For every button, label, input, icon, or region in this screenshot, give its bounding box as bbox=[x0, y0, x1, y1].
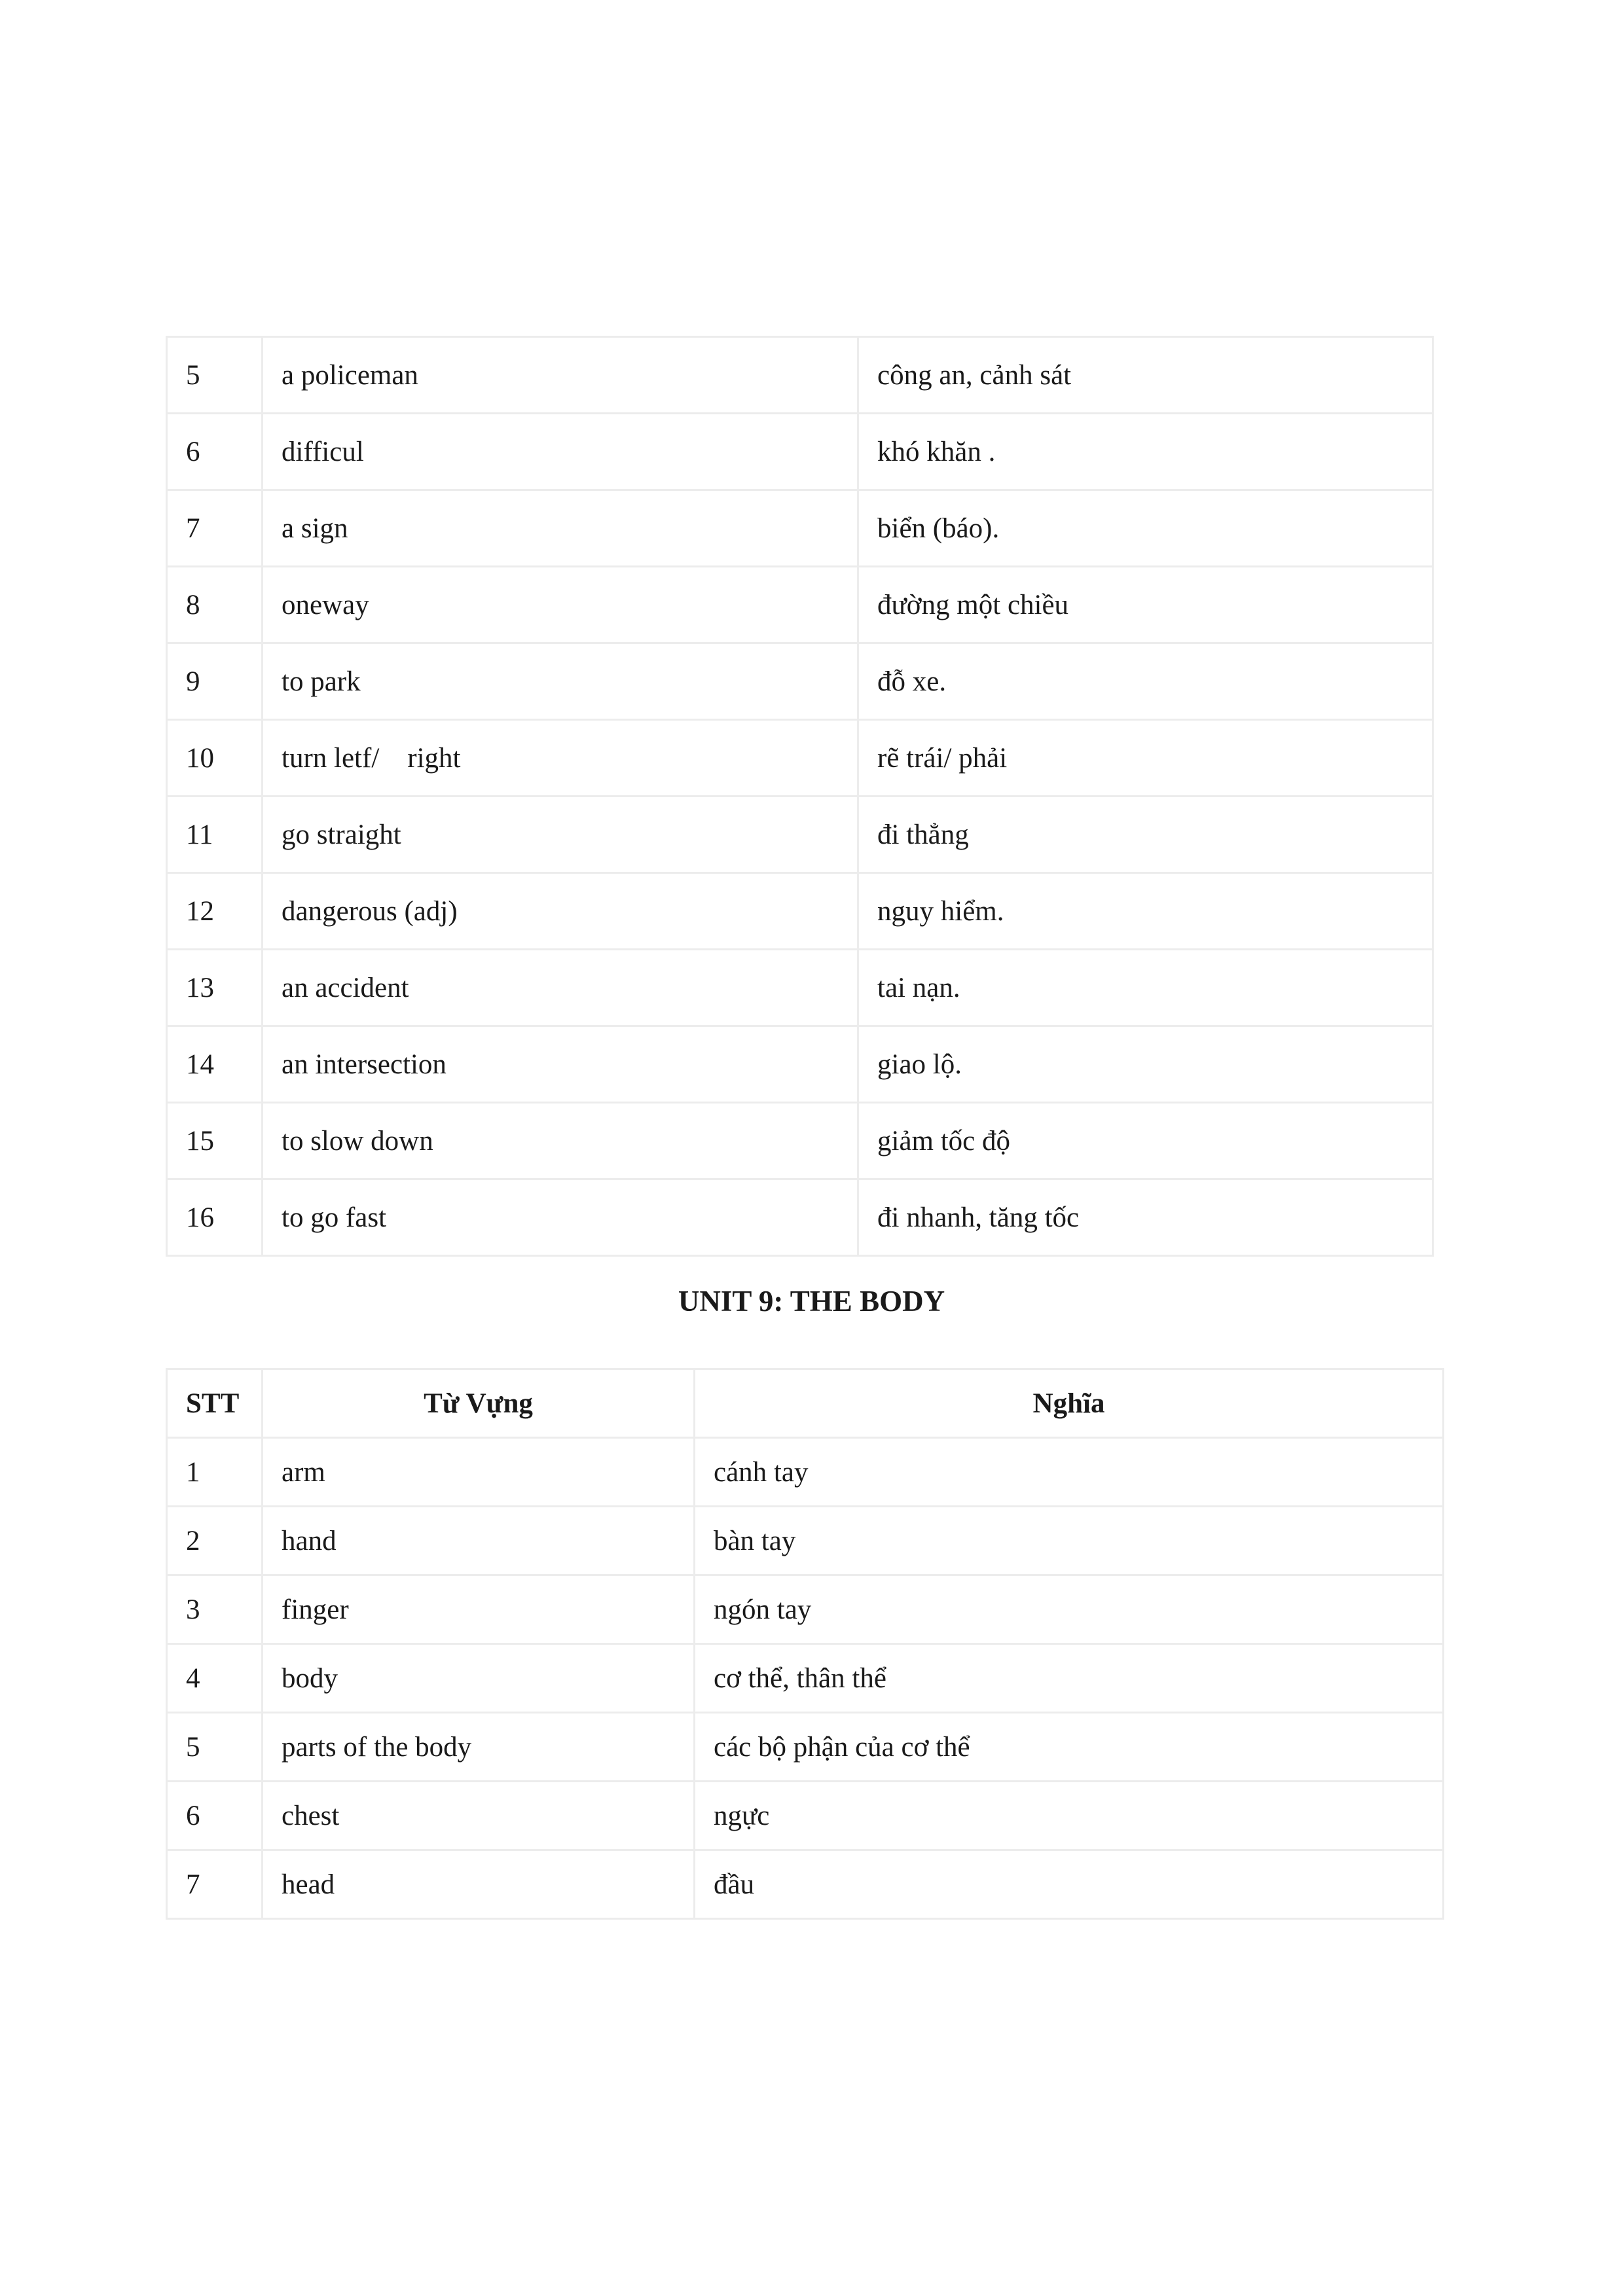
row-number: 6 bbox=[167, 1782, 263, 1850]
row-number: 14 bbox=[167, 1026, 263, 1103]
table-row bbox=[167, 1438, 1444, 1507]
row-number: 5 bbox=[167, 337, 263, 414]
table-row bbox=[167, 567, 1433, 643]
word-meaning: đi thẳng bbox=[858, 797, 1433, 873]
vocabulary-word: chest bbox=[263, 1782, 695, 1850]
vocabulary-word: an intersection bbox=[263, 1026, 858, 1103]
vocabulary-word: head bbox=[263, 1850, 695, 1919]
row-number: 8 bbox=[167, 567, 263, 643]
header-tu-vung: Từ Vựng bbox=[263, 1369, 695, 1438]
word-meaning: giao lộ. bbox=[858, 1026, 1433, 1103]
vocabulary-word: dangerous (adj) bbox=[263, 873, 858, 950]
table-row bbox=[167, 643, 1433, 720]
table-row bbox=[167, 1026, 1433, 1103]
vocabulary-table-unit-9 bbox=[166, 1368, 1444, 1920]
table-row bbox=[167, 1179, 1433, 1256]
table-row bbox=[167, 337, 1433, 414]
word-meaning: ngón tay bbox=[695, 1575, 1444, 1644]
row-number: 11 bbox=[167, 797, 263, 873]
row-number: 1 bbox=[167, 1438, 263, 1507]
header-stt: STT bbox=[167, 1369, 263, 1438]
word-meaning: giảm tốc độ bbox=[858, 1103, 1433, 1179]
vocabulary-word: body bbox=[263, 1644, 695, 1713]
row-number: 12 bbox=[167, 873, 263, 950]
vocabulary-table-unit-8 bbox=[166, 336, 1434, 1257]
table-row bbox=[167, 490, 1433, 567]
row-number: 10 bbox=[167, 720, 263, 797]
table-row bbox=[167, 1782, 1444, 1850]
vocabulary-word: a policeman bbox=[263, 337, 858, 414]
vocabulary-word: to park bbox=[263, 643, 858, 720]
table-row bbox=[167, 797, 1433, 873]
table-header bbox=[167, 1369, 1444, 1438]
word-meaning: cánh tay bbox=[695, 1438, 1444, 1507]
vocabulary-word: to go fast bbox=[263, 1179, 858, 1256]
word-meaning: nguy hiểm. bbox=[858, 873, 1433, 950]
word-meaning: tai nạn. bbox=[858, 950, 1433, 1026]
table-header-row bbox=[167, 1369, 1444, 1438]
vocabulary-word: arm bbox=[263, 1438, 695, 1507]
vocabulary-word: oneway bbox=[263, 567, 858, 643]
vocabulary-word: difficul bbox=[263, 414, 858, 490]
table-row bbox=[167, 1575, 1444, 1644]
word-meaning: đầu bbox=[695, 1850, 1444, 1919]
word-meaning: khó khăn . bbox=[858, 414, 1433, 490]
table-row bbox=[167, 1850, 1444, 1919]
header-nghia: Nghĩa bbox=[695, 1369, 1444, 1438]
table-row bbox=[167, 950, 1433, 1026]
table-row bbox=[167, 1713, 1444, 1782]
row-number: 7 bbox=[167, 1850, 263, 1919]
row-number: 4 bbox=[167, 1644, 263, 1713]
vocabulary-word: finger bbox=[263, 1575, 695, 1644]
table-row bbox=[167, 1103, 1433, 1179]
word-meaning: đỗ xe. bbox=[858, 643, 1433, 720]
row-number: 7 bbox=[167, 490, 263, 567]
row-number: 9 bbox=[167, 643, 263, 720]
table-row bbox=[167, 1644, 1444, 1713]
row-number: 16 bbox=[167, 1179, 263, 1256]
row-number: 2 bbox=[167, 1507, 263, 1575]
row-number: 3 bbox=[167, 1575, 263, 1644]
vocabulary-word: an accident bbox=[263, 950, 858, 1026]
word-meaning: rẽ trái/ phải bbox=[858, 720, 1433, 797]
vocabulary-word: hand bbox=[263, 1507, 695, 1575]
table-row bbox=[167, 720, 1433, 797]
vocabulary-table-unit-8-body bbox=[167, 337, 1433, 1256]
row-number: 13 bbox=[167, 950, 263, 1026]
row-number: 6 bbox=[167, 414, 263, 490]
row-number: 5 bbox=[167, 1713, 263, 1782]
word-meaning: các bộ phận của cơ thể bbox=[695, 1713, 1444, 1782]
row-number: 15 bbox=[167, 1103, 263, 1179]
word-meaning: biển (báo). bbox=[858, 490, 1433, 567]
vocabulary-table-unit-9-body bbox=[167, 1438, 1444, 1919]
vocabulary-word: go straight bbox=[263, 797, 858, 873]
table-row bbox=[167, 414, 1433, 490]
word-meaning: ngực bbox=[695, 1782, 1444, 1850]
word-meaning: cơ thể, thân thể bbox=[695, 1644, 1444, 1713]
word-meaning: bàn tay bbox=[695, 1507, 1444, 1575]
vocabulary-word: turn letf/ right bbox=[263, 720, 858, 797]
word-meaning: công an, cảnh sát bbox=[858, 337, 1433, 414]
table-row bbox=[167, 1507, 1444, 1575]
word-meaning: đi nhanh, tăng tốc bbox=[858, 1179, 1433, 1256]
vocabulary-word: parts of the body bbox=[263, 1713, 695, 1782]
unit-9-title: UNIT 9: THE BODY bbox=[678, 1285, 945, 1318]
word-meaning: đường một chiều bbox=[858, 567, 1433, 643]
vocabulary-word: to slow down bbox=[263, 1103, 858, 1179]
table-row bbox=[167, 873, 1433, 950]
vocabulary-word: a sign bbox=[263, 490, 858, 567]
